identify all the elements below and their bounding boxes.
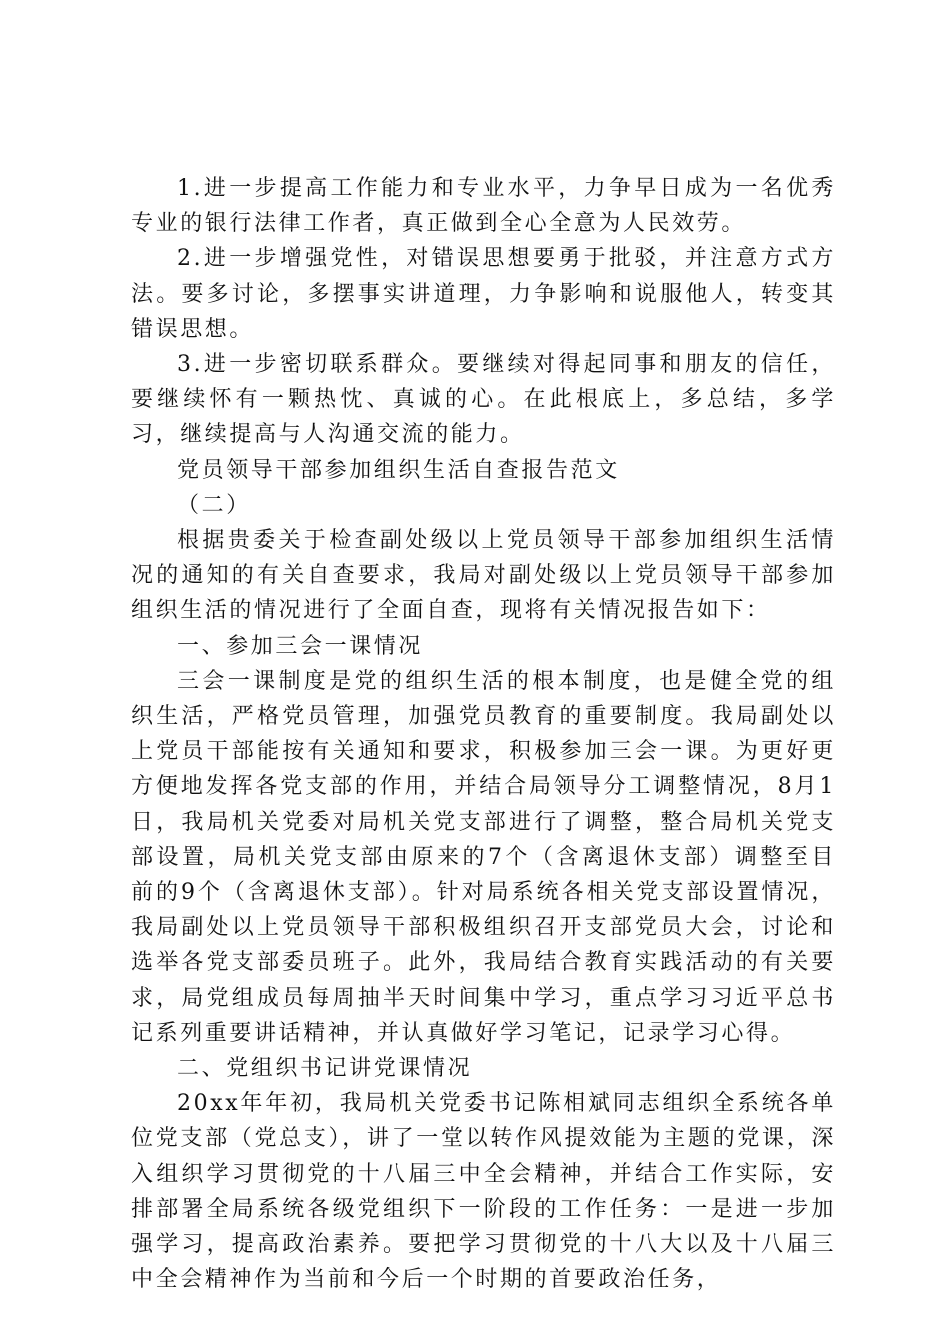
- paragraph-item-3: 3.进一步密切联系群众。要继续对得起同事和朋友的信任，要继续怀有一颗热忱、真诚的心。在此根底上，多总结，多学习，继续提高与人沟通交流的能力。: [131, 352, 836, 448]
- paragraph-item-1: 1.进一步提高工作能力和专业水平，力争早日成为一名优秀专业的银行法律工作者，真正做到全心全意为人民效劳。: [131, 176, 836, 237]
- document-body: [131, 171, 836, 1298]
- report-subtitle: （二）: [177, 492, 251, 518]
- report-title: 党员领导干部参加组织生活自查报告范文: [177, 457, 620, 483]
- section-2-heading: 二、党组织书记讲党课情况: [177, 1056, 473, 1082]
- section-1-heading: 一、参加三会一课情况: [177, 633, 424, 659]
- paragraph-item-2: 2.进一步增强党性，对错误思想要勇于批驳，并注意方式方法。要多讨论，多摆事实讲道理，力争影响和说服他人，转变其错误思想。: [131, 246, 836, 342]
- section-2-body: 20xx年年初，我局机关党委书记陈相斌同志组织全系统各单位党支部（党总支），讲了一堂以转作风提效能为主题的党课，深入组织学习贯彻党的十八届三中全会精神，并结合工作实际，安排部署全局系统各级党组织下一阶段的工作任务：一是进一步加强学习，提高政治素养。要把学习贯彻党的十八大以及十八届三中全会精神作为当前和今后一个时期的首要政治任务，: [131, 1091, 836, 1293]
- section-1-body: 三会一课制度是党的组织生活的根本制度，也是健全党的组织生活，严格党员管理，加强党员教育的重要制度。我局副处以上党员干部能按有关通知和要求，积极参加三会一课。为更好更方便地发挥各党支部的作用，并结合局领导分工调整情况，8月1日，我局机关党委对局机关党支部进行了调整，整合局机关党支部设置，局机关党支部由原来的7个（含离退休支部）调整至目前的9个（含离退休支部）。针对局系统各相关党支部设置情况，我局副处以上党员领导干部积极组织召开支部党员大会，讨论和选举各党支部委员班子。此外，我局结合教育实践活动的有关要求，局党组成员每周抽半天时间集中学习，重点学习习近平总书记系列重要讲话精神，并认真做好学习笔记，记录学习心得。: [131, 668, 836, 1046]
- intro-paragraph: 根据贵委关于检查副处级以上党员领导干部参加组织生活情况的通知的有关自查要求，我局对副处级以上党员领导干部参加组织生活的情况进行了全面自查，现将有关情况报告如下：: [131, 528, 836, 624]
